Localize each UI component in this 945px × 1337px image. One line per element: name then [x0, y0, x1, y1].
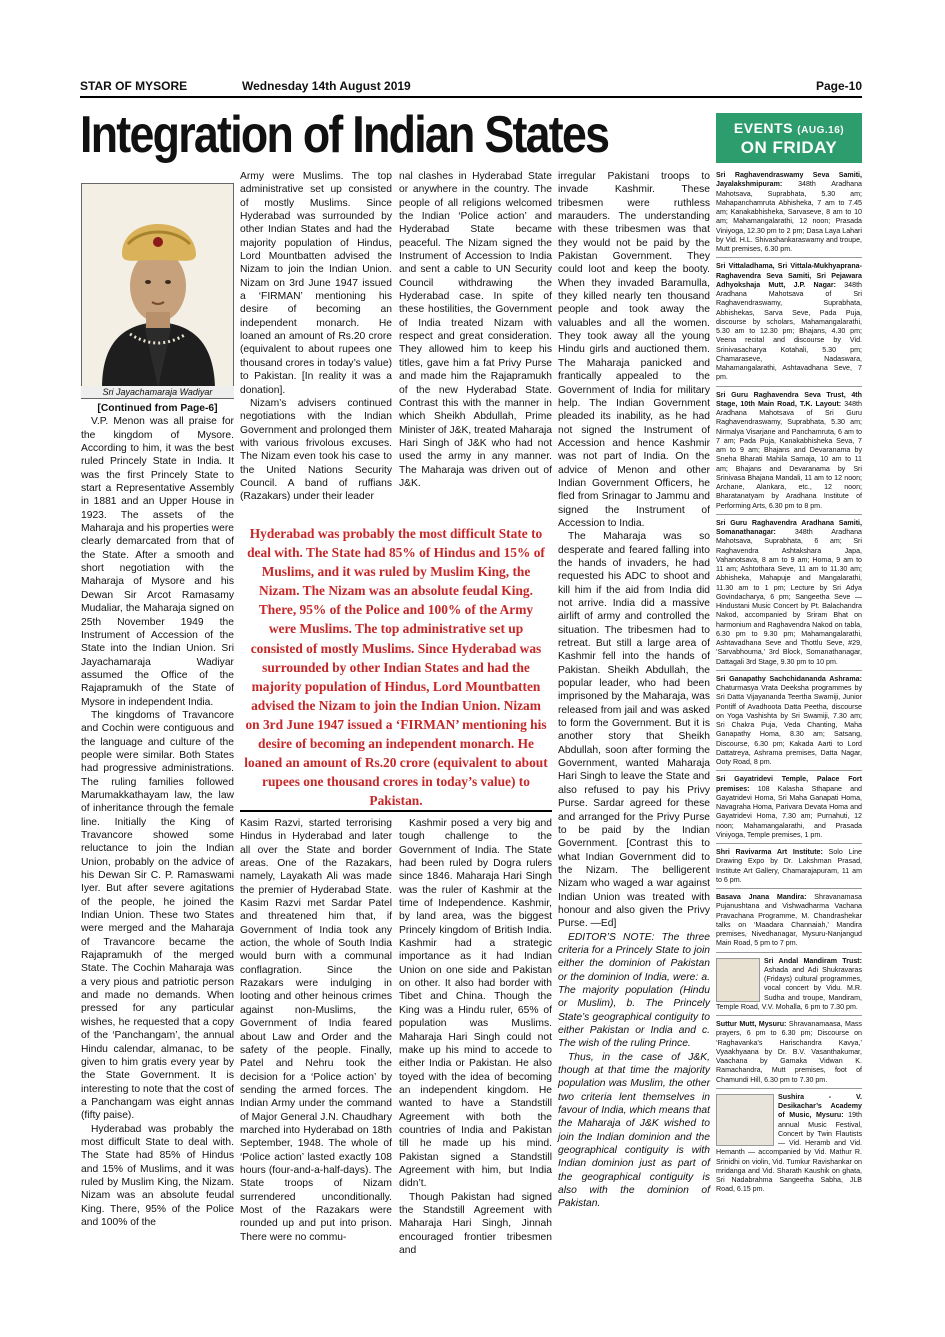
event-item: Sri Gayatridevi Temple, Palace Fort premises: 108 Kalasha Sthapane and Gayatridevi Homa, Sri Maha Ganapati Homa, Navagraha Homa, Parivara Devata Homa and Gayatridevi Homa, 7.30 am; Purnahuti, 12 noon; Mahamangalarathi, and Prasada Viniyoga, Temple premises, 1 pm. [716, 774, 862, 844]
paragraph: Hyderabad was probably the most difficult State to deal with. The State had 85% of Hindus and 15% of Muslims, and it was ruled by Muslim King, the Nizam. Nizam was an absolute feudal King. There, 95% of the Police and 100% of the [81, 1123, 234, 1228]
paragraph: Army were Muslims. The top administrative set up consisted of mostly Muslims. Since Hyderabad was surrounded by other Indian States and had the majority population of Hindus, Lord Mountbatten advised the Nizam to join the Indian Union. Nizam on 3rd June 1947 issued a ‘FIRMAN’ mentioning his desire of becoming an independent monarch. He loaned an amount of Rs.20 crore (equivalent to about rupees one thousand crores in today’s value) to Pakistan. [In reality it was a donation]. [240, 171, 392, 396]
paper-name: STAR OF MYSORE [80, 79, 188, 93]
paragraph: V.P. Menon was all praise for the kingdom of Mysore. According to him, it was the best ruled Princely State in India. It was the first Princely State to start a Representative Assembly in 1881 and an Upper House in 1923. The assets of the Maharaja and his properties were clearly demarcated from that of the State. After a smooth and short negotiation with the Maharaja of Mysore and his Dewan Sir Arcot Ramasamy Mudaliar, the Maharaja signed on 25th November 1949 the Instrument of Accession of the State into the Indian Union. Sri Jayachamaraja Wadiyar assumed the Office of the Rajapramukh of the State of Mysore in independent India. [81, 416, 234, 708]
paragraph: Though Pakistan had signed the Standstill Agreement with Maharaja Hari Singh, Jinnah encouraged frontier tribesmen and [399, 1191, 552, 1256]
article-column-1 [81, 402, 234, 1229]
photo-caption: Sri Jayachamaraja Wadiyar [81, 386, 234, 399]
singer-photo [716, 958, 760, 1002]
event-item: Sri Ganapathy Sachchidananda Ashrama: Chaturmasya Vrata Deeksha programmes by Sri Datta Vijayananda Teertha Swamiji, Junior Pontiff of Avadhoota Datta Peetha, discourse on Yoga Vashishta by Sri Swamiji, 7.30 am; Sri Chakra Puja, Veda Chanting, Maha Ganapathy Homa, 8.30 am; Satsang, Discourse, 6.30 pm; Kakada Aarti to Lord Dattatreya, Ashrama premises, Datta Nagar, Ooty Road, 8 pm. [716, 674, 862, 772]
article-column-3-top [399, 170, 552, 490]
pull-quote: Hyderabad was probably the most difficult State to deal with. The State had 85% of Hindus and 15% of Muslims, and it was ruled by Muslim King, the Nizam. The Nizam was an absolute feudal King. There, 95% of the Police and 100% of the Army were Muslims. The top administrative set up consisted of mostly Muslims. Since Hyderabad was surrounded by other Indian States and had the majority population of Hindus, Lord Mountbatten advised the Nizam to join the Indian Union. Nizam on 3rd June 1947 issued a ‘FIRMAN’ mentioning his desire of becoming an independent monarch. He loaned an amount of Rs.20 crore (equivalent to about rupees one thousand crores in today’s value) to Pakistan. [240, 520, 552, 812]
event-item: Sri Guru Raghavendra Aradhana Samiti, Somanathanagar: 348th Aradhana Mahotsava, Suprabhata, 6 am; Sri Raghavendra Ashtakshara Japa, Vahanotsava, 8 am to 9 am; Homa, 9 am to 11 am; Ashtothara Seve, 11 am to 11.30 am; Abhisheka, Mahapuje and Mangalarathi, 11.30 am to 1 pm; Lecture by Sri Adya Govindacharya, 6 pm; Sangeetha Seve — Hindustani Music Concert by Pt. Balachandra Nakod, accompanied by Sriram Bhat on harmonium and Raghavendra Nakod on tabla, 6.30 pm to 9.30 pm; Mahamangalarathi, Ashtavadhana Seve and Thottlu Seve, #29, ‘Sarvabhouma,’ 3rd Block, Somanathanagar, Dattagali 3rd Stage, 9.30 pm to 10 pm. [716, 518, 862, 671]
paragraph: The Maharaja was so desperate and feared falling into the hands of invaders, he had requested his ADC to shoot and kill him if the aid from India did not arrive. India did a massive airlift of army and controlled the situation. The tribesmen had to retreat. But still a large area of Kashmir fell into the hands of Pakistan. Sheikh Abdullah, the popular leader, who had been imprisoned by the Maharaja, was released from jail and was asked to form the Government. But it is another story that Sheikh Abdullah, soon after forming the Government, wanted Maharaja Hari Singh to leave the State and also refused to pay his Privy Purse. Sardar agreed for these and arranged for the Privy Purse to be paid by the Indian Government. [Contrast this to what Indian Government did to the Nizam. The belligerent Nizam who waged a war against Indian Union was treated with honour and also given the Privy Purse. —Ed] [558, 531, 710, 930]
event-item: Sri Vittaladhama, Sri Vittala-Mukhyaprana-Raghavendra Seva Samiti, Sri Pejawara Adhyokshaja Mutt, J.P. Nagar: 348th Aradhana Mahotsava of Sri Raghavendraswamy, Suprabhata, Abhishekas, Sarva Seve, Pada Puja, discourse by scholars, Mahamangalarathi, 5.30 am to 12.30 pm; Bhajans, 4.30 pm; Veena recital and discourse by Vid. Srinivasacharya Kotahali, 5.30 pm; Chamaraseve, Nadaswara, Mahamangalarathi, Ashtavadhana Seve, 7 pm. [716, 261, 862, 386]
events-day: ON FRIDAY [740, 138, 838, 157]
article-column-2-bottom [240, 817, 392, 1244]
event-item: Suttur Mutt, Mysuru: Shravanamaasa, Mass prayers, 6 pm to 6.30 pm; Discourse on ‘Raghavanka’s Harischandra Kavya,’ Vyaakhyaana by Dr. B.V. Vasanthakumar, Vaachana by Gamaka Vidwan K. Ramachandra, Mutt premises, foot of Chamundi Hill, 6.30 pm to 7.30 pm. [716, 1019, 862, 1089]
event-item: Sri Raghavendraswamy Seva Samiti, Jayalakshmipuram: 348th Aradhana Mahotsava, Suprabhata, 5.30 am; Mahapanchamruta Abhisheka, 7 am to 7.45 am; Kanakabhisheka, Sarvaseve, 8 am to 10 am; Mahamangalarathi, 12 noon; Prasada Viniyoga, 12.30 pm to 2 pm; Dasa Laya Lahari by Vid. H.L. Shivashankaraswamy and troupe, Mutt premises, 6.30 pm. [716, 170, 862, 258]
article-column-3-bottom [399, 817, 552, 1257]
event-item: Sushira - V. Desikachar’s Academy of Music, Mysuru: 19th annual Music Festival, Concert by Twin Flautists — Vid. Heramb and Vid. Hemanth — accompanied by Vid. Mathur R. Srinidhi on violin, Vid. Tumkur Ravishankar on mridanga and Vid. Sharath Kaushik on ghata, Sri Nadabrahma Sangeetha Sabha, JLB Road, 6.15 pm. [716, 1092, 862, 1194]
issue-date: Wednesday 14th August 2019 [242, 79, 411, 93]
continued-note: [Continued from Page-6] [97, 403, 218, 414]
article-column-4 [558, 170, 710, 1211]
events-header [716, 113, 862, 163]
event-item: Sri Andal Mandiram Trust: Ashada and Adi Shukravaras (Fridays) cultural programmes, vocal concert by Vidu. M.R. Sudha and troupe, Mandiram, Temple Road, V.V. Mohalla, 6 pm to 7.30 pm. [716, 956, 862, 1017]
page-number: Page-10 [815, 79, 862, 93]
paragraph: Thus, in the case of J&K, though at that time the majority population was Muslim, the other two criteria lent themselves in favour of India, which means that the Maharaja of J&K wished to join the Indian dominion and the geographical contiguity is with Indian dominion just as part of the geographical contiguity is also with the dominion of Pakistan. [558, 1051, 710, 1210]
flautists-photo [716, 1094, 774, 1146]
event-item: Basava Jnana Mandira: Shravanamasa Pujanushtana and Vishwadharma Vachana Pravachana Programme, M. Chandrashekar talks on ‘Maadara Channaiah,’ Mandira premises, Nivedhanagar, Mysuru-Nanjangud Main Road, 5 pm to 7 pm. [716, 892, 862, 953]
headline: Integration of Indian States [80, 106, 609, 164]
events-date: (AUG.16) [797, 125, 845, 136]
paragraph: Nizam’s advisers continued negotiations with the Indian Government and prolonged them with various frivolous excuses. The Nizam even took his case to the United Nations Security Council. A band of ruffians (Razakars) under their leader [240, 397, 392, 503]
event-item: Sri Guru Raghavendra Seva Trust, 4th Stage, 10th Main Road, T.K. Layout: 348th Aradhana Mahotsava of Sri Guru Raghavendraswamy, Suprabhata, 5.30 am; Nirmalya Visarjane and Panchamruta, 6 am to 7 am; Pada Puja, Kanakabhisheka Seva, 7 am to 9 am; Bhajans and Devaranama by Sneha Bharati Mahila Samaja, 10 am to 11 am; Bhajans and Devaranama by Sri Srinivasa Bhajana Mandali, 11 am to 12 noon; Archane, Alankara, etc., 12 noon; Bharatanatyam by Aradhana Institute of Performing Arts, 6.30 pm to 8 pm. [716, 390, 862, 515]
portrait-photo [81, 183, 234, 387]
paragraph: Kashmir posed a very big and tough challenge to the Government of India. The State had been ruled by Dogra rulers since 1846. Maharaja Hari Singh was the ruler of Kashmir at the time of Independence. Kashmir, by land area, was the biggest Princely kingdom of British India. Kashmir had a strategic importance as it had Indian Union on one side and Pakistan on other. It also had border with Tibet and China. Though the King was a Hindu ruler, 65% of population was Muslims. Maharaja Hari Singh could not make up his mind to accede to either India or Pakistan. He also toyed with the idea of becoming an independent kingdom. He wanted to have a Standstill Agreement with both the countries of India and Pakistan till he made up his mind. Pakistan signed a Standstill Agreement with him, but India didn’t. [399, 818, 552, 1190]
event-item: Shri Ravivarma Art Institute: Solo Line Drawing Expo by Dr. Lakshman Prasad, Institute Art Gallery, Chamarajapuram, 11 am to 6 pm. [716, 847, 862, 889]
paragraph: nal clashes in Hyderabad State or anywhere in the country. The people of all religions welcomed the Indian ‘Police action’ and Hyderabad State became peaceful. The Nizam signed the Instrument of Accession to India and sent a cable to UN Security Council withdrawing the Hyderabad case. In spite of these hostilities, the Government of India treated Nizam with respect and great consideration. They allowed him to keep his titles, gave him a fat Privy Purse and made him the Rajapramukh of the new Hyderabad State. Contrast this with the manner in which Sheikh Abdullah, Prime Minister of J&K, treated Maharaja Hari Singh of J&K who had not used the army in any manner. The Maharaja was driven out of J&K. [399, 171, 552, 489]
paragraph: The kingdoms of Travancore and Cochin were contiguous and the language and culture of the people were similar. Both States had progressive administrations. The ruling families followed Marumakkathayam law, the law of inheritance through the female line. Initially the King of Travancore showed some reluctance to join the Indian Union, probably on the advice of his Dewan Sir C. P. Ramaswami Iyer. But after severe agitations of the people, he joined the Indian Union. These two States were merged and the Maharaja of Travancore became the Rajapramukh of the merged State. The Cochin Maharaja was a very pious and patriotic person and made no demands. When pressed for any particular wishes, he requested that a copy of the ‘Panchangam’, the annual Hindu calendar, almanac, to be given to him gratis every year by the State Government. It is interesting to note that the cost of a Panchangam was eight annas (fifty paise). [81, 709, 234, 1122]
article-column-2-top [240, 170, 392, 504]
masthead [80, 78, 862, 98]
editors-note: EDITOR’S NOTE: The three criteria for a Princely State to join either the dominion of Pakistan or the dominion of India, were: a. The majority population (Hindu or Muslim), b. The Princely State’s geographical contiguity to either Pakistan or India and c. The wish of the ruling Prince. [558, 931, 710, 1050]
paragraph: Kasim Razvi, started terrorising Hindus in Hyderabad and later all over the State and border areas. One of the Razakars, namely, Layakath Ali was made the premier of Hyderabad State. Kasim Razvi met Sardar Patel and threatened him that, if Government of India took any action, the whole of South India would burn with a communal conflagration. Since the Razakars were indulging in looting and other heinous crimes against non-Muslims, the Government of India feared about Law and Order and the safety of the people. Finally, Patel and Nehru took the decision for a ‘Police action’ by sending the armed forces. The Indian Army under the command of Major General J.N. Chaudhary marched into Hyderabad on 18th September, 1948. The whole of ‘Police action’ lasted exactly 108 hours (four-and-a-half-days). The State troops of Nizam surrendered unconditionally. Most of the Razakars were rounded up and put into prison. There were no commu- [240, 818, 392, 1243]
paragraph: irregular Pakistani troops to invade Kashmir. These tribesmen were ruthless marauders. The understanding with these tribesmen was that they would not be paid by the Pakistan Government. They could loot and keep the booty. When they invaded Baramulla, they killed nearly ten thousand people and took away the valuables and all the women. They took away all the young Hindu girls and auctioned them. The Maharaja panicked and frantically appealed to the Government of India for military help. The Indian Government pleaded its inability, as he had not signed the Instrument of Accession and hence Kashmir was not part of India. On the advice of Menon and other Indian Government Officers, he fled from Srinagar to Jammu and signed the Instrument of Accession to India. [558, 171, 710, 529]
events-list [716, 170, 862, 1201]
events-label: EVENTS [733, 120, 793, 136]
